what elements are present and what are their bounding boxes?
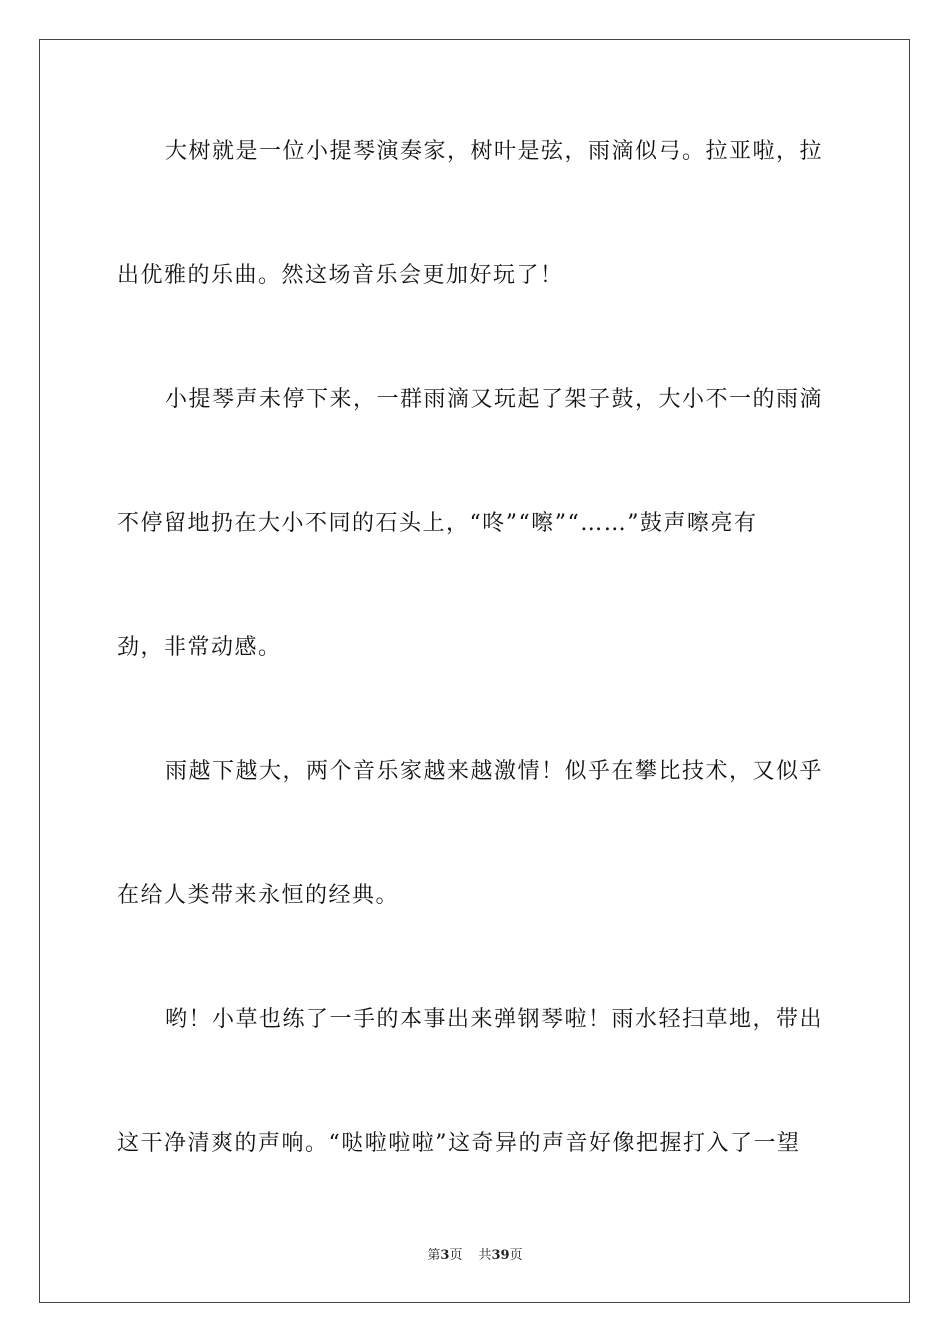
text-line-9: 这干净清爽的声响。“哒啦啦啦”这奇异的声音好像把握打入了一望 — [117, 1131, 801, 1156]
text-line-1: 大树就是一位小提琴演奏家，树叶是弦，雨滴似弓。拉亚啦，拉 — [165, 139, 824, 164]
page-border — [39, 39, 910, 1303]
page-number: 3 — [440, 1248, 450, 1263]
total-pages: 39 — [491, 1248, 510, 1263]
page-footer — [0, 1247, 950, 1265]
text-line-4: 不停留地扔在大小不同的石头上，“咚”“嚓”“……”鼓声嚓亮有 — [117, 511, 758, 536]
page-prefix: 第 — [427, 1248, 441, 1263]
text-line-8: 哟！小草也练了一手的本事出来弹钢琴啦！雨水轻扫草地，带出 — [165, 1007, 824, 1032]
total-prefix: 共 — [478, 1248, 492, 1263]
page-suffix: 页 — [449, 1248, 463, 1263]
text-line-2: 出优雅的乐曲。然这场音乐会更加好玩了！ — [117, 263, 564, 288]
text-line-6: 雨越下越大，两个音乐家越来越激情！似乎在攀比技术，又似乎 — [165, 759, 824, 784]
text-line-5: 劲，非常动感。 — [117, 635, 282, 660]
text-line-3: 小提琴声未停下来，一群雨滴又玩起了架子鼓，大小不一的雨滴 — [165, 387, 824, 412]
text-line-7: 在给人类带来永恒的经典。 — [117, 883, 400, 908]
total-suffix: 页 — [509, 1248, 523, 1263]
